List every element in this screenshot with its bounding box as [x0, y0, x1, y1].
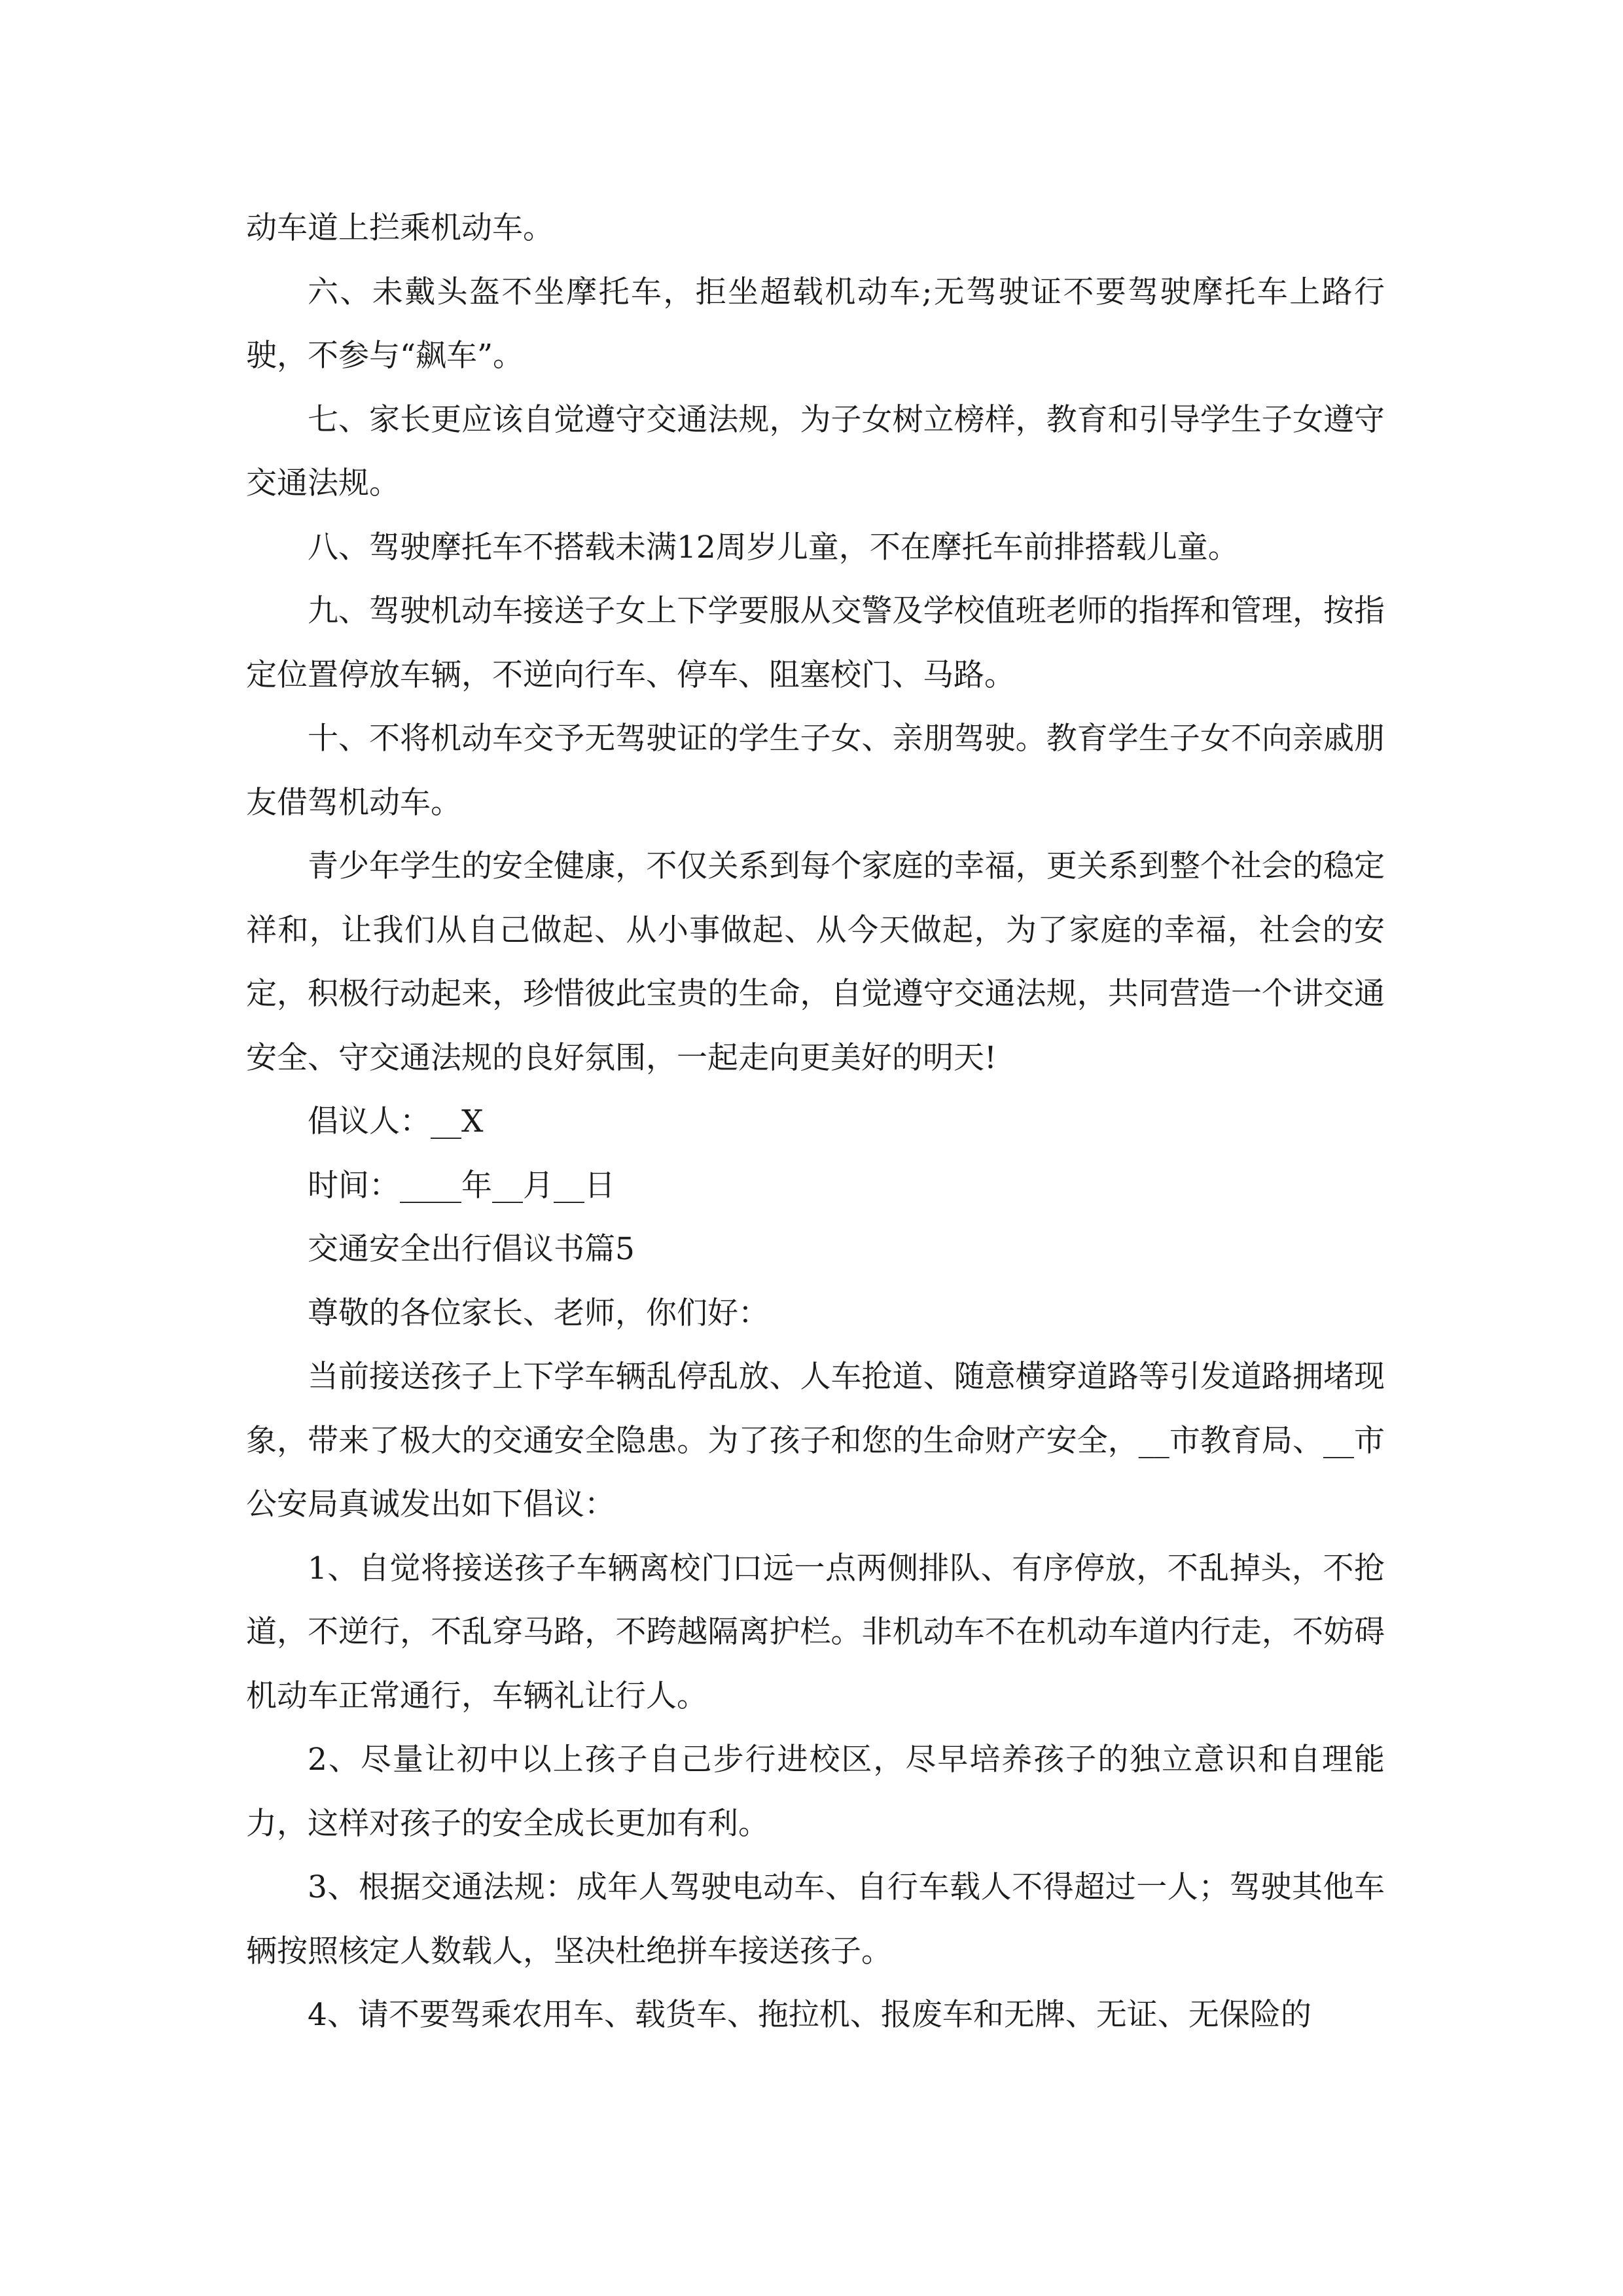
- paragraph: 六、未戴头盔不坐摩托车，拒坐超载机动车;无驾驶证不要驾驶摩托车上路行驶，不参与“飙车”。: [246, 274, 1385, 374]
- paragraph: 十、不将机动车交予无驾驶证的学生子女、亲朋驾驶。教育学生子女不向亲戚朋友借驾机动车。: [246, 721, 1385, 821]
- paragraph: 七、家长更应该自觉遵守交通法规，为子女树立榜样，教育和引导学生子女遵守交通法规。: [246, 401, 1385, 501]
- paragraph: 1、自觉将接送孩子车辆离校门口远一点两侧排队、有序停放，不乱掉头，不抢道，不逆行，不乱穿马路，不跨越隔离护栏。非机动车不在机动车道内行走，不妨碍机动车正常通行，车辆礼让行人。: [246, 1550, 1385, 1714]
- salutation: 尊敬的各位家长、老师，你们好：: [308, 1295, 769, 1331]
- section-title: 交通安全出行倡议书篇5: [308, 1231, 635, 1267]
- paragraph: 动车道上拦乘机动车。: [246, 210, 554, 246]
- paragraph: 3、根据交通法规：成年人驾驶电动车、自行车载人不得超过一人；驾驶其他车辆按照核定人数载人，坚决杜绝拼车接送孩子。: [246, 1869, 1385, 1969]
- signatory-line: 倡议人：__X: [308, 1103, 484, 1139]
- paragraph: 当前接送孩子上下学车辆乱停乱放、人车抢道、随意横穿道路等引发道路拥堵现象，带来了极大的交通安全隐患。为了孩子和您的生命财产安全，__市教育局、__市公安局真诚发出如下倡议：: [246, 1359, 1385, 1522]
- paragraph: 八、驾驶摩托车不搭载未满12周岁儿童，不在摩托车前排搭载儿童。: [308, 529, 1239, 565]
- date-line: 时间：____年__月__日: [308, 1167, 615, 1204]
- paragraph: 九、驾驶机动车接送子女上下学要服从交警及学校值班老师的指挥和管理，按指定位置停放车辆，不逆向行车、停车、阻塞校门、马路。: [246, 593, 1385, 693]
- paragraph: 青少年学生的安全健康，不仅关系到每个家庭的幸福，更关系到整个社会的稳定祥和，让我们从自己做起、从小事做起、从今天做起，为了家庭的幸福，社会的安定，积极行动起来，珍惜彼此宝贵的生命，自觉遵守交通法规，共同营造一个讲交通安全、守交通法规的良好氛围，一起走向更美好的明天!: [246, 848, 1385, 1076]
- paragraph: 4、请不要驾乘农用车、载货车、拖拉机、报废车和无牌、无证、无保险的: [308, 1997, 1311, 2033]
- document-page: [246, 196, 1385, 2047]
- paragraph: 2、尽量让初中以上孩子自己步行进校区，尽早培养孩子的独立意识和自理能力，这样对孩子的安全成长更加有利。: [246, 1742, 1385, 1842]
